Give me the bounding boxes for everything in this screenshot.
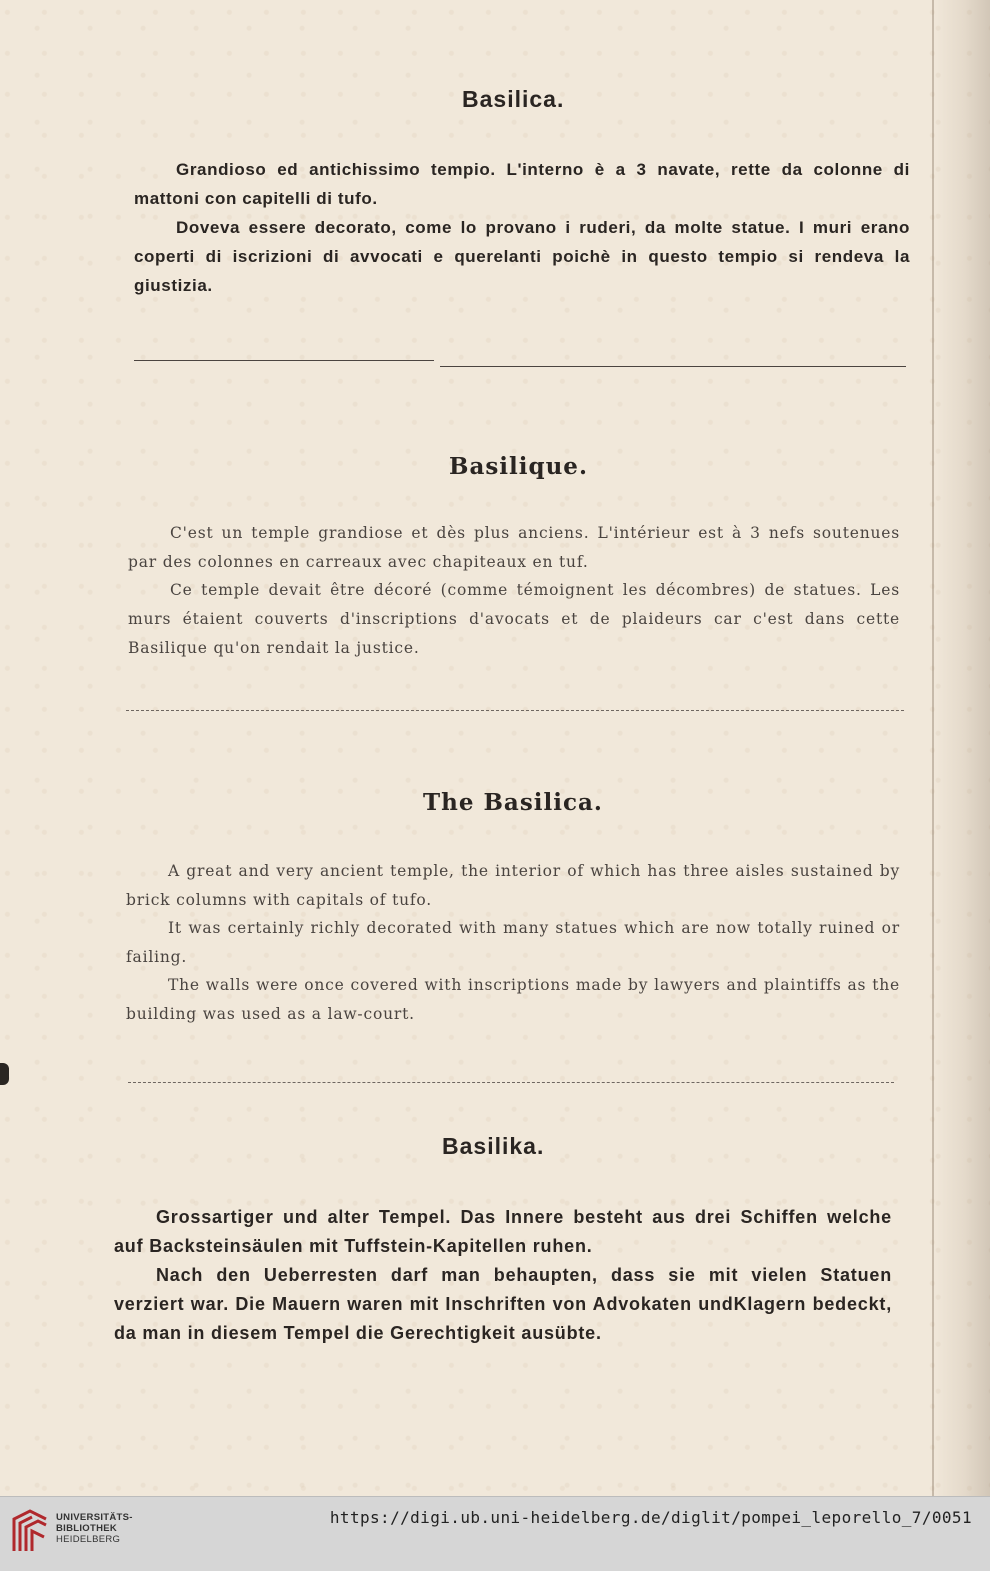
heading-french: Basilique. [449, 453, 588, 480]
paragraph-english-1: A great and very ancient temple, the interior of which has three aisles sustained by brick columns with capitals of tufo. [126, 862, 900, 909]
university-library-logo-icon[interactable] [10, 1507, 50, 1557]
heading-italian: Basilica. [462, 86, 565, 112]
divider-2 [126, 710, 904, 711]
paragraph-italian-2: Doveva essere decorato, come lo provano i ruderi, da molte statue. I muri erano coperti di iscrizioni di avvocati e querelanti poichè in questo tempio si rendeva la giustizia. [134, 218, 910, 295]
document-url-link[interactable]: https://digi.ub.uni-heidelberg.de/diglit/pompei_leporello_7/0051 [329, 1508, 972, 1527]
paragraph-french-2: Ce temple devait être décoré (comme témoignent les décombres) de statues. Les murs étaient couverts d'inscriptions d'avocats et de plaideurs car c'est dans cette Basilique qu'on rendait la justice. [128, 581, 900, 657]
divider-1b [440, 366, 906, 367]
paragraph-italian-1: Grandioso ed antichissimo tempio. L'interno è a 3 navate, rette da colonne di mattoni con capitelli di tufo. [134, 160, 910, 208]
binding-mark [0, 1063, 9, 1085]
viewer-footer-bar [0, 1496, 990, 1571]
page-spine-shadow [932, 0, 990, 1496]
paragraph-english-3: The walls were once covered with inscriptions made by lawyers and plaintiffs as the building was used as a law-court. [126, 976, 900, 1023]
divider-1 [134, 360, 434, 361]
page-fold-line [932, 0, 934, 1496]
paragraph-english-2: It was certainly richly decorated with many statues which are now totally ruined or failing. [126, 919, 900, 966]
library-name[interactable] [56, 1512, 133, 1545]
library-name-line-3: HEIDELBERG [56, 1534, 121, 1545]
paragraph-german-1: Grossartiger und alter Tempel. Das Innere besteht aus drei Schiffen welche auf Backsteinsäulen mit Tuffstein-Kapitellen ruhen. [114, 1207, 892, 1256]
library-name-line-1: UNIVERSITÄTS- [56, 1512, 133, 1523]
divider-3 [128, 1082, 894, 1083]
heading-english: The Basilica. [423, 789, 603, 816]
paragraph-german-2: Nach den Ueberresten darf man behaupten, dass sie mit vielen Statuen verziert war. Die Mauern waren mit Inschriften von Advokaten undKlagern bedeckt, da man in diesem Tempel die Gerechtigkeit ausübte. [114, 1265, 892, 1343]
paragraph-french-1: C'est un temple grandiose et dès plus anciens. L'intérieur est à 3 nefs soutenues par des colonnes en carreaux avec chapiteaux en tuf. [128, 524, 900, 571]
library-name-line-2: BIBLIOTHEK [56, 1523, 118, 1534]
heading-german: Basilika. [442, 1133, 545, 1159]
